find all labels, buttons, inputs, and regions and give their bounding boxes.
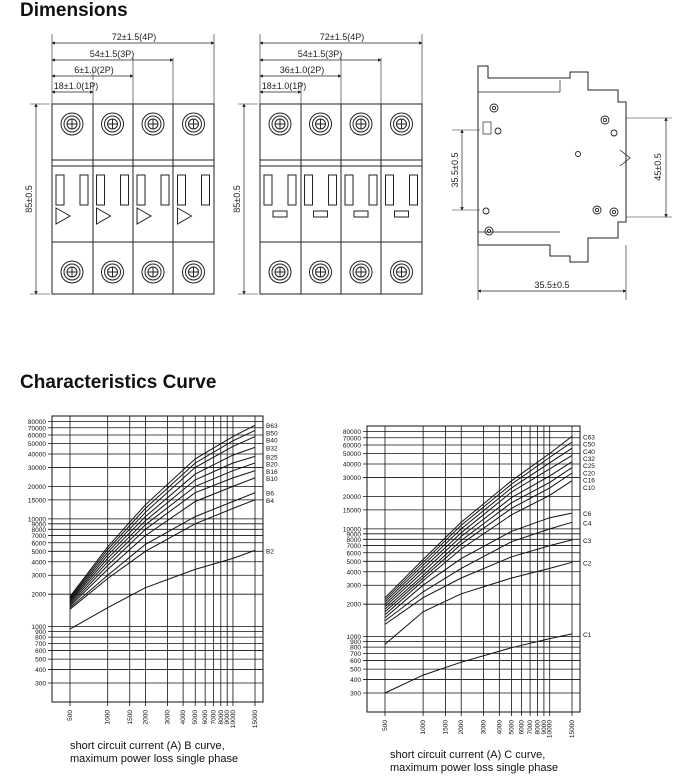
chart-b-caption-line2: maximum power loss single phase — [70, 753, 239, 765]
chart-c-y-tick-label: 1000 — [346, 634, 361, 642]
chart-c-series-label: C1 — [583, 631, 592, 639]
chart-c-y-tick-label: 5000 — [346, 558, 361, 566]
triangle-icon — [178, 208, 192, 224]
terminal-screw-icon — [310, 113, 332, 135]
handle-slot — [386, 175, 394, 205]
terminal-screw-icon — [350, 113, 372, 135]
chart-c-series-c16 — [385, 473, 572, 612]
chart-c-x-tick-label: 4000 — [496, 720, 504, 735]
dimensions-heading: Dimensions — [20, 0, 128, 21]
side-view-holes — [483, 104, 618, 235]
chart-c-x-tick-label: 3000 — [480, 720, 488, 735]
chart-c-x-tick-label: 6000 — [518, 720, 526, 735]
chart-c-series-c4 — [385, 522, 572, 621]
triangle-icon — [97, 208, 111, 224]
chart-c-y-tick-label: 70000 — [342, 435, 361, 443]
chart-b-series-label: B10 — [266, 476, 278, 483]
chart-c-y-tick-label: 80000 — [342, 429, 361, 437]
handle-slot — [178, 175, 186, 205]
terminal-screw-icon — [269, 113, 291, 135]
chart-c-y-tick-label: 10000 — [342, 526, 361, 534]
chart-b-series-label: B32 — [266, 445, 278, 453]
terminal-screw-icon — [391, 113, 413, 135]
handle-slot — [97, 175, 105, 205]
chart-b-x-tick-label: 7000 — [210, 710, 218, 725]
chart-c-series-label: C32 — [583, 456, 595, 463]
chart-c-x-tick-label: 5000 — [508, 720, 516, 735]
chart-b-series-b16 — [70, 471, 255, 605]
chart-c-y-tick-label: 7000 — [346, 543, 361, 551]
chart-c-y-tick-label: 900 — [350, 639, 361, 647]
chart-b-series-b25 — [70, 456, 255, 601]
chart-c-caption-line2: maximum power loss single phase — [390, 762, 559, 774]
chart-b-y-tick-label: 1000 — [31, 624, 46, 632]
chart-c-frame — [367, 426, 580, 712]
chart-b-series-label: B16 — [266, 468, 278, 476]
fv2-height: 85±0.5 — [232, 185, 242, 213]
chart-c-series-c20 — [385, 468, 572, 609]
chart-c-y-tick-label: 2000 — [346, 601, 361, 609]
chart-c-y-tick-label: 500 — [350, 666, 361, 674]
chart-b-series-label: B4 — [266, 497, 274, 505]
chart-b-y-tick-label: 700 — [35, 640, 46, 648]
handle-slot — [288, 175, 296, 205]
chart-b-series-b32 — [70, 447, 255, 600]
chart-c-y-tick-label: 600 — [350, 658, 361, 666]
chart-b-y-tick-label: 4000 — [31, 559, 46, 567]
side-view — [452, 66, 672, 300]
fv2-width-4p: 72±1.5(4P) — [319, 32, 365, 42]
chart-b-y-tick-label: 8000 — [31, 526, 46, 534]
terminal-screw-icon — [391, 261, 413, 283]
chart-b-y-tick-label: 20000 — [27, 483, 46, 491]
chart-b-y-tick-label: 2000 — [31, 591, 46, 599]
chart-c-series-label: C6 — [583, 511, 592, 519]
fv1-width-3p: 54±1.5(3P) — [89, 49, 135, 59]
chart-c-x-tick-label: 1500 — [442, 720, 450, 735]
terminal-screw-icon — [142, 113, 164, 135]
handle-slot — [121, 175, 129, 205]
chart-b-y-tick-label: 800 — [35, 634, 46, 642]
chart-b-x-tick-label: 5000 — [192, 710, 200, 725]
handle-slot — [345, 175, 353, 205]
chart-c-series-label: C4 — [583, 520, 592, 528]
chart-b-y-tick-label: 40000 — [27, 451, 46, 459]
chart-b-x-tick-label: 1500 — [126, 710, 134, 725]
chart-b-y-tick-label: 600 — [35, 648, 46, 656]
terminal-screw-icon — [102, 261, 124, 283]
chart-b-series-b6 — [70, 493, 255, 608]
chart-b-caption — [70, 740, 238, 766]
chart-c-series-c25 — [385, 462, 572, 607]
handle-slot — [137, 175, 145, 205]
chart-c-y-tick-label: 30000 — [342, 474, 361, 482]
fv1-width-4p: 72±1.5(4P) — [111, 32, 157, 42]
chart-c-series-c50 — [385, 442, 572, 600]
chart-c-caption-line1: short circuit current (A) C curve, — [390, 749, 546, 761]
terminal-screw-icon — [350, 261, 372, 283]
handle-slot — [80, 175, 88, 205]
chart-c-series-c2 — [385, 562, 572, 644]
indicator-window — [314, 211, 328, 217]
indicator-window — [395, 211, 409, 217]
chart-b-series-label: B20 — [266, 461, 278, 469]
indicator-window — [273, 211, 287, 217]
chart-c-y-tick-label: 20000 — [342, 493, 361, 501]
chart-c-series-c1 — [385, 634, 572, 693]
chart-c-y-tick-label: 700 — [350, 650, 361, 658]
handle-slot — [202, 175, 210, 205]
chart-b-series-label: B40 — [266, 437, 278, 445]
chart-c-series-c32 — [385, 455, 572, 604]
chart-b-series-label: B6 — [266, 490, 274, 498]
chart-c-series-c6 — [385, 513, 572, 618]
terminal-screw-icon — [310, 261, 332, 283]
chart-c-x-tick-label: 1000 — [420, 720, 428, 735]
chart-c-series-label: C20 — [583, 470, 595, 478]
handle-slot — [264, 175, 272, 205]
chart-c-series-label: C3 — [583, 537, 592, 545]
chart-b-series-label: B63 — [266, 423, 278, 431]
chart-c-series-c40 — [385, 448, 572, 602]
chart-b-series-b50 — [70, 431, 255, 598]
chart-b-y-tick-label: 3000 — [31, 572, 46, 580]
chart-c-x-tick-label: 9000 — [540, 720, 548, 735]
chart-b-y-tick-label: 6000 — [31, 540, 46, 548]
chart-c-y-tick-label: 40000 — [342, 461, 361, 469]
chart-b-y-tick-label: 300 — [35, 680, 46, 688]
chart-b-x-tick-label: 3000 — [164, 710, 172, 725]
chart-b-x-tick-label: 10000 — [229, 710, 237, 729]
chart-b-series-b10 — [70, 478, 255, 606]
chart-b-caption-line1: short circuit current (A) B curve, — [70, 740, 225, 752]
chart-c-x-tick-label: 500 — [382, 720, 389, 731]
fv2-width-2p: 36±1.0(2P) — [279, 65, 325, 75]
chart-b-series-b40 — [70, 437, 255, 599]
chart-b-y-tick-label: 80000 — [27, 419, 46, 427]
chart-c-series-label: C40 — [583, 448, 595, 456]
terminal-screw-icon — [183, 113, 205, 135]
chart-c-y-tick-label: 15000 — [342, 507, 361, 515]
fv2-width-3p: 54±1.5(3P) — [297, 49, 343, 59]
chart-b-x-tick-label: 6000 — [202, 710, 210, 725]
chart-b-series-b20 — [70, 463, 255, 603]
chart-b-y-tick-label: 30000 — [27, 464, 46, 472]
chart-c-y-tick-label: 6000 — [346, 550, 361, 558]
side-bottom-width: 35.5±0.5 — [534, 280, 570, 290]
chart-b-y-tick-label: 7000 — [31, 533, 46, 541]
fv1-width-1p: 18±1.0(1P) — [53, 81, 99, 91]
front-view-2 — [238, 34, 422, 294]
terminal-screw-icon — [61, 261, 83, 283]
chart-c-x-tick-label: 2000 — [458, 720, 466, 735]
chart-c-x-tick-label: 8000 — [534, 720, 542, 735]
terminal-screw-icon — [269, 261, 291, 283]
chart-b — [28, 416, 278, 728]
chart-b-y-tick-label: 900 — [35, 629, 46, 637]
chart-c-series-label: C50 — [583, 441, 595, 449]
terminal-screw-icon — [183, 261, 205, 283]
fv2-width-1p: 18±1.0(1P) — [261, 81, 307, 91]
fv1-width-2p: 6±1.0(2P) — [74, 65, 114, 75]
chart-c-series-c63 — [385, 436, 572, 597]
handle-slot — [410, 175, 418, 205]
chart-c-series-c3 — [385, 540, 572, 625]
chart-b-y-tick-label: 400 — [35, 667, 46, 675]
chart-b-series-b63 — [70, 425, 255, 596]
chart-b-x-tick-label: 1000 — [104, 710, 112, 725]
chart-c-y-tick-label: 60000 — [342, 442, 361, 450]
handle-slot — [329, 175, 337, 205]
side-right-height: 45±0.5 — [653, 153, 663, 181]
chart-b-x-tick-label: 4000 — [180, 710, 188, 725]
chart-c-y-tick-label: 300 — [350, 690, 361, 698]
chart-c-series-c10 — [385, 481, 572, 615]
chart-b-x-tick-label: 9000 — [224, 710, 232, 725]
chart-c-y-tick-label: 4000 — [346, 569, 361, 577]
chart-c-x-tick-label: 7000 — [527, 720, 535, 735]
dimensions-figure — [0, 0, 690, 350]
chart-b-frame — [52, 416, 263, 702]
handle-slot — [161, 175, 169, 205]
indicator-window — [354, 211, 368, 217]
handle-slot — [56, 175, 64, 205]
chart-c-y-tick-label: 50000 — [342, 451, 361, 459]
terminal-screw-icon — [61, 113, 83, 135]
chart-c-y-tick-label: 8000 — [346, 536, 361, 544]
triangle-icon — [137, 208, 151, 224]
chart-c-series-label: C16 — [583, 477, 595, 485]
chart-c-series-label: C10 — [583, 484, 595, 492]
chart-c-y-tick-label: 9000 — [346, 531, 361, 539]
chart-b-y-tick-label: 70000 — [27, 425, 46, 433]
chart-c-series-label: C25 — [583, 463, 595, 471]
chart-b-y-tick-label: 15000 — [27, 497, 46, 505]
chart-b-x-tick-label: 500 — [67, 710, 74, 721]
chart-c-y-tick-label: 800 — [350, 644, 361, 652]
chart-c-x-tick-label: 10000 — [546, 720, 554, 739]
handle-slot — [369, 175, 377, 205]
chart-b-series-b2 — [70, 550, 255, 629]
terminal-screw-icon — [142, 261, 164, 283]
fv1-height: 85±0.5 — [24, 185, 34, 213]
terminal-screw-icon — [102, 113, 124, 135]
chart-b-x-tick-label: 15000 — [252, 710, 259, 729]
chart-b-series-label: B25 — [266, 454, 278, 462]
chart-c — [343, 426, 595, 738]
front-view-1 — [30, 34, 214, 294]
chart-b-y-tick-label: 5000 — [31, 548, 46, 556]
chart-c-y-tick-label: 400 — [350, 677, 361, 685]
chart-b-series-label: B2 — [266, 548, 274, 556]
chart-b-series-label: B50 — [266, 430, 278, 438]
chart-b-x-tick-label: 8000 — [217, 710, 225, 725]
handle-slot — [305, 175, 313, 205]
chart-b-y-tick-label: 50000 — [27, 441, 46, 449]
chart-b-y-tick-label: 60000 — [27, 432, 46, 440]
chart-c-series-label: C2 — [583, 560, 592, 568]
side-left-height: 35.5±0.5 — [450, 152, 460, 188]
chart-c-y-tick-label: 3000 — [346, 582, 361, 590]
chart-b-y-tick-label: 9000 — [31, 521, 46, 529]
chart-b-y-tick-label: 500 — [35, 656, 46, 664]
chart-b-y-tick-label: 10000 — [27, 516, 46, 524]
chart-c-caption — [390, 749, 558, 775]
chart-c-x-tick-label: 15000 — [569, 720, 576, 739]
characteristics-heading: Characteristics Curve — [20, 372, 217, 393]
triangle-icon — [56, 208, 70, 224]
chart-c-series-label: C63 — [583, 434, 595, 442]
chart-b-x-tick-label: 2000 — [142, 710, 150, 725]
chart-b-series-b4 — [70, 500, 255, 609]
